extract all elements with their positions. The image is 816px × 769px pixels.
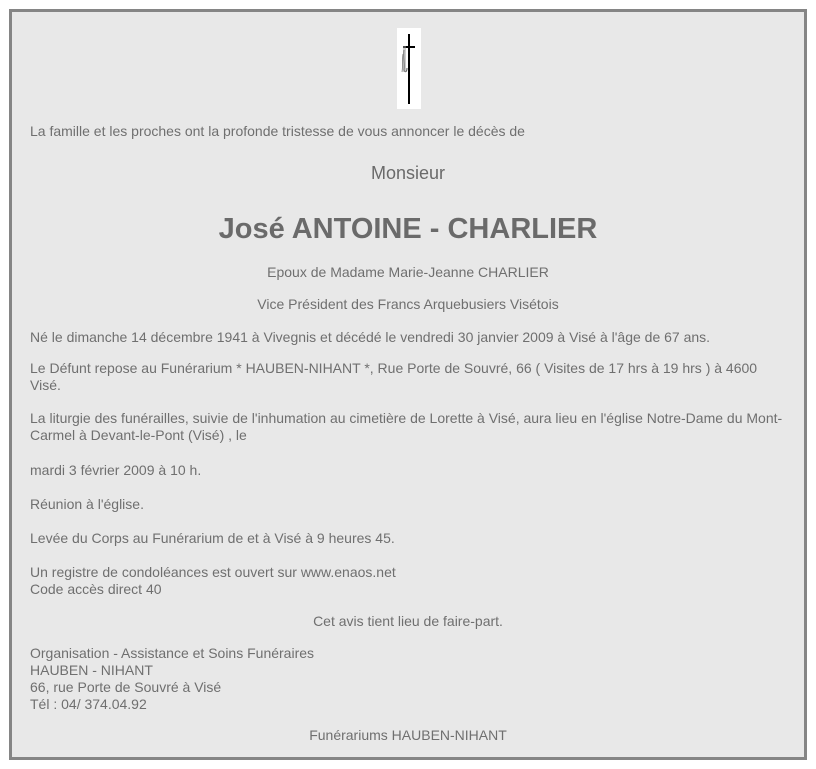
cross-icon — [397, 28, 421, 109]
liturgy-paragraph: La liturgie des funérailles, suivie de l'inhumation au cimetière de Lorette à Visé, aura lieu en l'église Notre-Dame du Mont-Carmel à Devant-le-Pont (Visé) , le — [30, 410, 783, 443]
deceased-name: José ANTOINE - CHARLIER — [218, 213, 598, 245]
birth-death-line: Né le dimanche 14 décembre 1941 à Vivegnis et décédé le vendredi 30 janvier 2009 à Visé à l'âge de 67 ans. — [30, 329, 711, 345]
death-notice-card — [9, 9, 807, 760]
footer-signature: Funérariums HAUBEN-NIHANT — [309, 727, 507, 743]
civil-title: Monsieur — [370, 163, 446, 183]
faire-part-line: Cet avis tient lieu de faire-part. — [313, 613, 503, 629]
registry-code-line: Code accès direct 40 — [30, 581, 162, 597]
org-name-line: HAUBEN - NIHANT — [30, 662, 153, 678]
ceremony-date: mardi 3 février 2009 à 10 h. — [30, 462, 202, 478]
org-line: Organisation - Assistance et Soins Funéraires — [30, 645, 315, 661]
intro-text: La famille et les proches ont la profonde tristesse de vous annoncer le décès de — [30, 123, 525, 139]
role-line: Vice Président des Francs Arquebusiers Visétois — [257, 296, 559, 312]
repose-paragraph: Le Défunt repose au Funérarium * HAUBEN-NIHANT *, Rue Porte de Souvré, 66 ( Visites de 17 hrs à 19 hrs ) à 4600 Visé. — [30, 360, 758, 393]
spouse-line: Epoux de Madame Marie-Jeanne CHARLIER — [267, 264, 549, 280]
org-address-line: 66, rue Porte de Souvré à Visé — [30, 679, 222, 695]
registry-line: Un registre de condoléances est ouvert sur www.enaos.net — [30, 564, 396, 580]
meeting-line: Réunion à l'église. — [30, 496, 144, 512]
levee-line: Levée du Corps au Funérarium de et à Visé à 9 heures 45. — [30, 530, 395, 546]
org-phone-line: Tél : 04/ 374.04.92 — [30, 696, 147, 712]
